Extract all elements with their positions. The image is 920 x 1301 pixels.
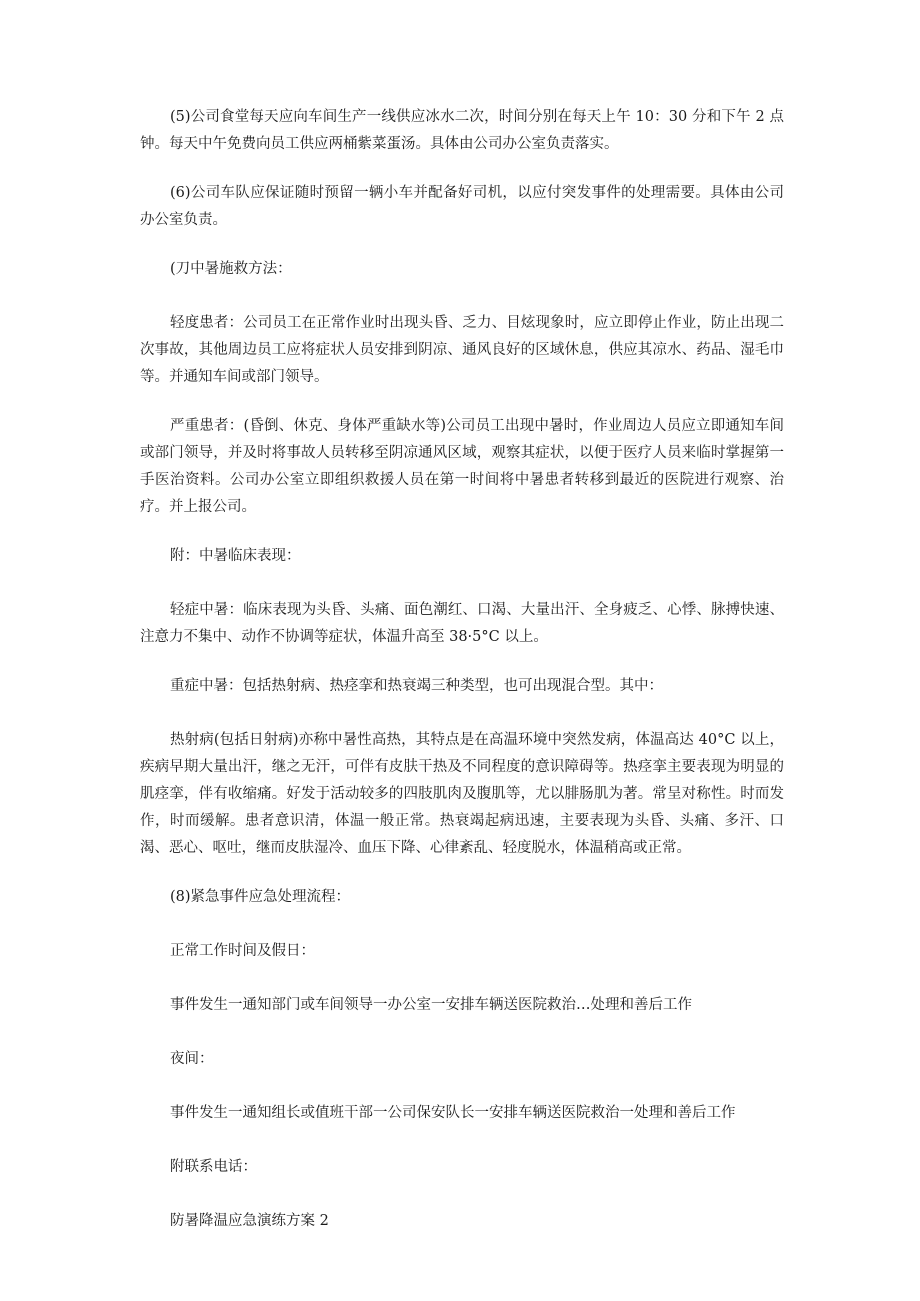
heading-contact-phone: 附联系电话： (170, 1159, 257, 1175)
heading-clinical-symptoms: 附：中暑临床表现： (170, 548, 301, 564)
paragraph-severe-heatstroke: 重症中暑：包括热射病、热痉挛和热衰竭三种类型，也可出现混合型。其中： (170, 678, 663, 694)
document-body (140, 104, 784, 1262)
paragraph-normal-hours-flow: 事件发生一通知部门或车间领导一办公室一安排车辆送医院救治…处理和善后工作 (170, 997, 692, 1013)
heading-heatstroke-rescue: (刀中暑施救方法： (170, 261, 292, 277)
paragraph-mild-patient: 轻度患者：公司员工在正常作业时出现头昏、乏力、目炫现象时，应立即停止作业，防止出现二次事故，其他周边员工应将症状人员安排到阴凉、通风良好的区域休息，供应其凉水、药品、湿毛巾等。并通知车间或部门领导。 (140, 315, 784, 385)
paragraph-canteen-water: (5)公司食堂每天应向车间生产一线供应冰水二次，时间分别在每天上午 10：30 分和下午 2 点钟。每天中午免费向员工供应两桶紫菜蛋汤。具体由公司办公室负责落实。 (140, 109, 784, 152)
paragraph-fleet-vehicle: (6)公司车队应保证随时预留一辆小车并配备好司机，以应付突发事件的处理需要。具体由公司办公室负责。 (140, 185, 784, 228)
heading-emergency-process: (8)紧急事件应急处理流程： (170, 889, 351, 905)
heading-drill-plan-2: 防暑降温应急演练方案 2 (170, 1213, 329, 1229)
paragraph-severe-patient: 严重患者：(昏倒、休克、身体严重缺水等)公司员工出现中暑时，作业周边人员应立即通知车间或部门领导，并及时将事故人员转移至阴凉通风区域，观察其症状，以便于医疗人员来临时掌握第一手医治资料。公司办公室立即组织救援人员在第一时间将中暑患者转移到最近的医院进行观察、治疗。并上报公司。 (140, 418, 784, 515)
heading-night: 夜间： (170, 1051, 214, 1067)
paragraph-mild-heatstroke: 轻症中暑：临床表现为头昏、头痛、面色潮红、口渴、大量出汗、全身疲乏、心悸、脉搏快速、注意力不集中、动作不协调等症状，体温升高至 38·5°C 以上。 (140, 602, 784, 645)
paragraph-heatstroke-types: 热射病(包括日射病)亦称中暑性高热，其特点是在高温环境中突然发病，体温高达 40°C 以上，疾病早期大量出汗，继之无汗，可伴有皮肤干热及不同程度的意识障碍等。热痉挛主要表现为明显的肌痉挛，伴有收缩痛。好发于活动较多的四肢肌肉及腹肌等，尤以腓肠肌为著。常呈对称性。时而发作，时而缓解。患者意识清，体温一般正常。热衰竭起病迅速，主要表现为头昏、头痛、多汗、口渴、恶心、呕吐，继而皮肤湿冷、血压下降、心律紊乱、轻度脱水，体温稍高或正常。 (140, 732, 784, 856)
paragraph-night-flow: 事件发生一通知组长或值班干部一公司保安队长一安排车辆送医院救治一处理和善后工作 (170, 1105, 736, 1121)
heading-normal-hours: 正常工作时间及假日： (170, 943, 315, 959)
